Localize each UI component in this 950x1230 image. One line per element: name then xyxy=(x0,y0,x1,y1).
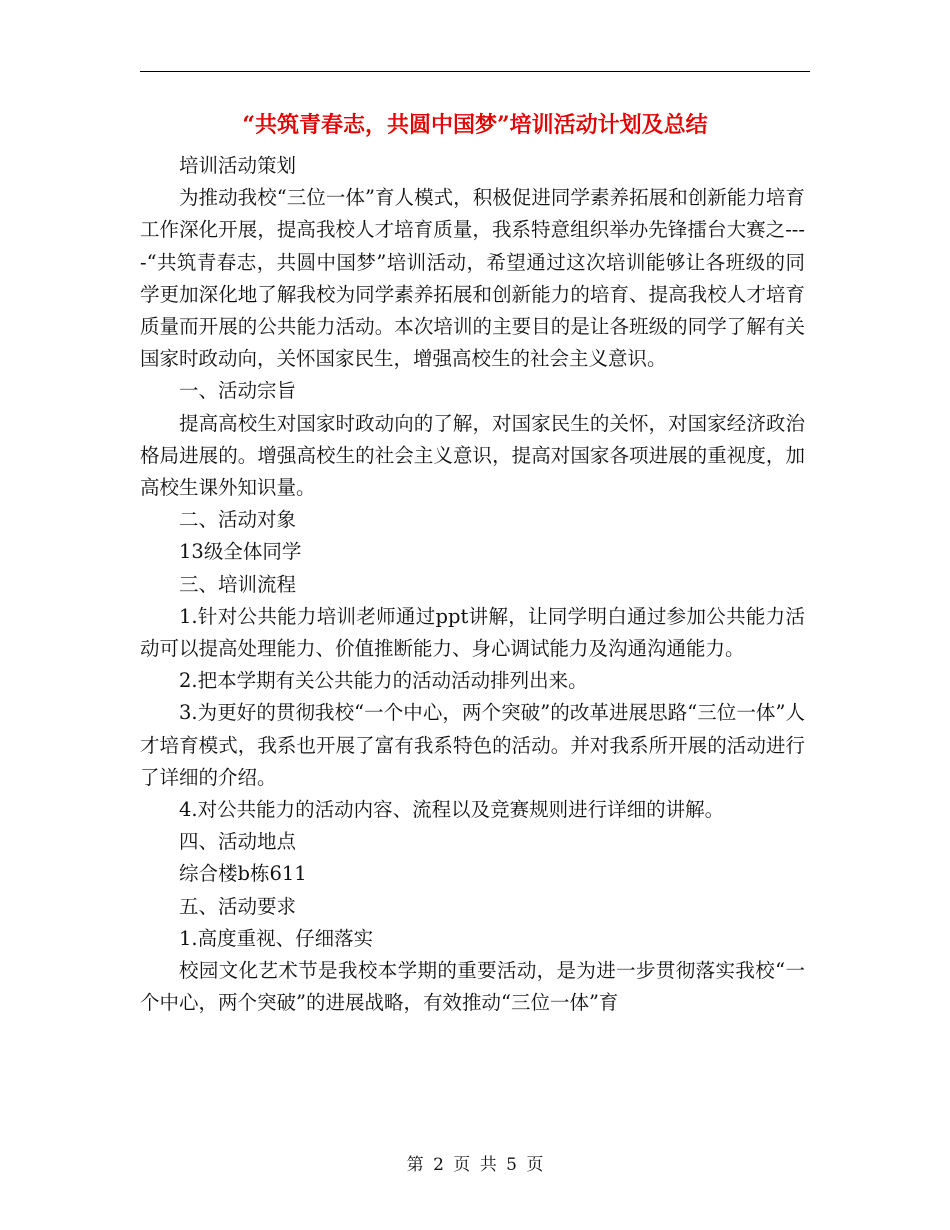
paragraph-heading-requirements: 五、活动要求 xyxy=(179,894,297,918)
paragraph-process-4: 4.对公共能力的活动内容、流程以及竞赛规则进行详细的讲解。 xyxy=(179,798,725,822)
paragraph-intro: 为推动我校“三位一体”育人模式，积极促进同学素养拓展和创新能力培育工作深化开展，提高我校人才培育质量，我系特意组织举办先锋擂台大赛之----“共筑青春志，共圆中国梦”培训活动，希望通过这次培训能够让各班级的同学更加深化地了解我校为同学素养拓展和创新能力的培育、提高我校人才培育质量而开展的公共能力活动。本次培训的主要目的是让各班级的同学了解有关国家时政动向，关怀国家民生，增强高校生的社会主义意识。 xyxy=(140,186,805,371)
paragraph-section-heading-plan: 培训活动策划 xyxy=(179,154,297,177)
paragraph-audience: 13级全体同学 xyxy=(179,540,302,564)
paragraph-heading-location: 四、活动地点 xyxy=(179,830,297,854)
paragraph-heading-audience: 二、活动对象 xyxy=(179,508,297,532)
paragraph-location: 综合楼b栋611 xyxy=(179,862,307,886)
paragraph-purpose: 提高高校生对国家时政动向的了解，对国家民生的关怀，对国家经济政治格局进展的。增强高校生的社会主义意识，提高对国家各项进展的重视度，加高校生课外知识量。 xyxy=(140,411,805,500)
paragraph-requirement-1: 1.高度重视、仔细落实 xyxy=(179,926,374,950)
document-title: “共筑青春志，共圆中国梦”培训活动计划及总结 xyxy=(242,112,708,138)
paragraph-heading-purpose: 一、活动宗旨 xyxy=(179,379,297,403)
page-number-footer: 第 2 页 共 5 页 xyxy=(406,1155,544,1175)
paragraph-heading-process: 三、培训流程 xyxy=(179,572,297,596)
paragraph-process-1: 1.针对公共能力培训老师通过ppt讲解，让同学明白通过参加公共能力活动可以提高处理能力、价值推断能力、身心调试能力及沟通沟通能力。 xyxy=(140,604,805,661)
paragraph-requirement-1-body: 校园文化艺术节是我校本学期的重要活动，是为进一步贯彻落实我校“一个中心，两个突破”的进展战略，有效推动“三位一体”育 xyxy=(140,959,805,1015)
paragraph-process-3: 3.为更好的贯彻我校“一个中心，两个突破”的改革进展思路“三位一体”人才培育模式，我系也开展了富有我系特色的活动。并对我系所开展的活动进行了详细的介绍。 xyxy=(140,701,805,789)
header-rule xyxy=(140,71,810,72)
document-body xyxy=(140,150,805,1019)
paragraph-process-2: 2.把本学期有关公共能力的活动活动排列出来。 xyxy=(179,669,588,693)
